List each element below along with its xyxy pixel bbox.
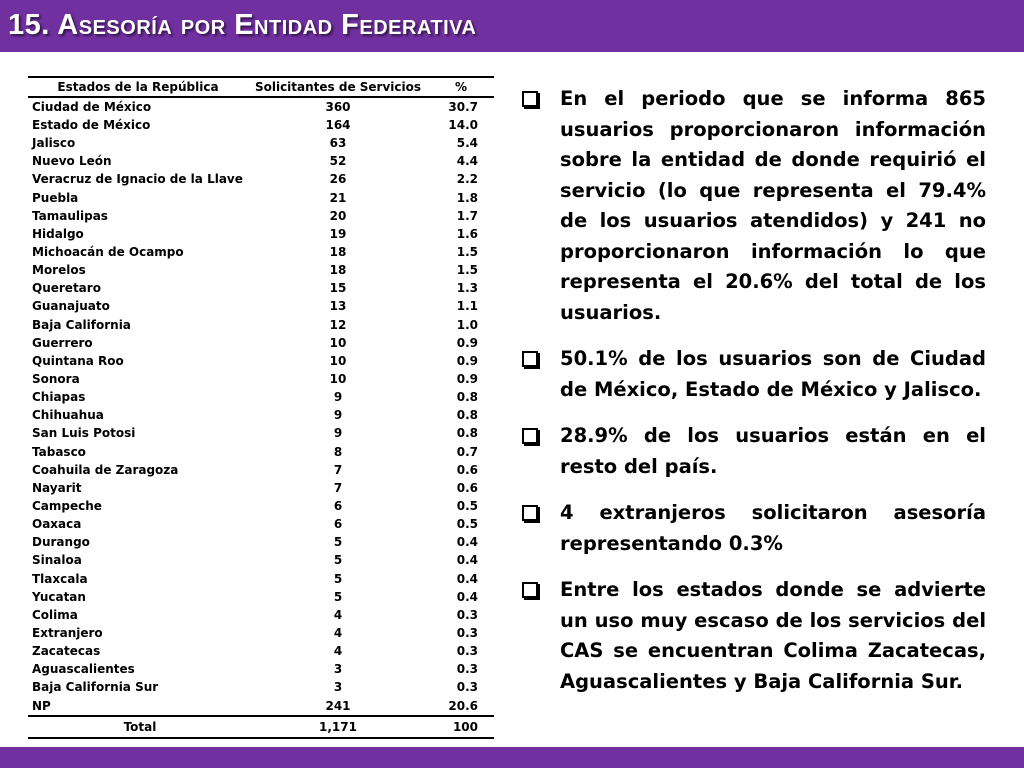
requests-cell: 9 [333, 426, 343, 441]
state-cell: Morelos [32, 263, 86, 278]
state-cell: Zacatecas [32, 644, 101, 659]
state-cell: Yucatan [32, 589, 86, 604]
table-row [28, 279, 494, 297]
requests-cell: 26 [329, 172, 347, 187]
checkbox-bullet-icon [522, 582, 538, 598]
requests-cell: 6 [333, 499, 343, 514]
state-cell: Aguascalientes [32, 662, 135, 677]
requests-cell: 10 [329, 335, 347, 350]
percent-cell: 1.7 [456, 208, 478, 223]
state-cell: Quintana Roo [32, 353, 124, 368]
percent-cell: 1.1 [456, 299, 478, 314]
table-row [28, 533, 494, 551]
table-row [28, 334, 494, 352]
requests-cell: 7 [333, 462, 343, 477]
table-row [28, 497, 494, 515]
table-row [28, 551, 494, 569]
total-label: Total [28, 716, 248, 738]
requests-cell: 3 [333, 662, 343, 677]
state-cell: Baja California Sur [32, 680, 159, 695]
state-cell: Extranjero [32, 626, 103, 640]
bullet-text: En el periodo que se informa 865 usuarios proporcionaron información sobre la entidad de donde requirió el servicio (lo que representa el 79.4% de los usuarios atendidos) y 241 no proporcionaron información lo que representa el 20.6% del total de los usuarios. [560, 87, 986, 324]
table-row [28, 261, 494, 279]
bullet-text: 50.1% de los usuarios son de Ciudad de México, Estado de México y Jalisco. [560, 347, 986, 401]
total-requests: 1,171 [248, 716, 428, 738]
state-cell: Durango [32, 535, 90, 550]
percent-cell: 0.9 [456, 372, 478, 387]
table-row [28, 352, 494, 370]
checkbox-bullet-icon [522, 351, 538, 367]
checkbox-bullet-icon [522, 428, 538, 444]
percent-cell: 1.8 [456, 190, 478, 205]
percent-cell: 0.6 [456, 462, 478, 477]
state-cell: Jalisco [32, 136, 76, 151]
table-row [28, 170, 494, 188]
requests-cell: 20 [329, 208, 347, 223]
requests-cell: 6 [333, 517, 343, 532]
table-row [28, 515, 494, 533]
table-row [28, 606, 494, 624]
table-row [28, 443, 494, 461]
table-row [28, 570, 494, 588]
percent-cell: 20.6 [428, 697, 494, 716]
footer-bar [0, 747, 1024, 768]
percent-cell: 0.5 [456, 517, 478, 532]
states-table-container [28, 76, 494, 739]
table-row [28, 370, 494, 388]
state-cell: Oaxaca [32, 517, 82, 532]
percent-cell: 0.3 [456, 607, 478, 622]
table-row [28, 406, 494, 424]
state-cell: Nuevo León [32, 154, 112, 169]
percent-cell: 1.0 [456, 317, 478, 332]
state-cell: Tabasco [32, 444, 86, 459]
table-row [28, 152, 494, 170]
table-row [28, 207, 494, 225]
table-row [28, 134, 494, 152]
percent-cell: 0.3 [456, 662, 478, 677]
percent-cell: 0.4 [456, 571, 478, 586]
table-row [28, 297, 494, 315]
percent-cell: 0.9 [456, 335, 478, 350]
requests-cell: 63 [329, 136, 347, 151]
state-cell: Tlaxcala [32, 571, 88, 586]
requests-cell: 9 [333, 390, 343, 405]
table-row [28, 461, 494, 479]
bullet-item [520, 575, 986, 697]
table-row [28, 697, 494, 716]
bullet-item [520, 498, 986, 559]
state-cell: Guerrero [32, 335, 93, 350]
table-row [28, 116, 494, 134]
bullet-text: 4 extranjeros solicitaron asesoría representando 0.3% [560, 501, 986, 555]
state-cell: Baja California [32, 317, 131, 332]
requests-cell: 5 [333, 553, 343, 568]
table-row [28, 225, 494, 243]
table-row [28, 243, 494, 261]
requests-cell: 164 [325, 118, 351, 133]
requests-cell: 7 [333, 480, 343, 495]
state-cell: Estado de México [32, 118, 151, 133]
percent-cell: 1.5 [456, 263, 478, 278]
state-cell: Colima [32, 607, 78, 622]
percent-cell: 0.9 [456, 353, 478, 368]
column-header-requests: Solicitantes de Servicios [248, 77, 428, 97]
percent-cell: 0.4 [456, 589, 478, 604]
table-row [28, 642, 494, 660]
state-cell: Campeche [32, 499, 102, 514]
state-cell: Coahuila de Zaragoza [32, 462, 179, 477]
requests-cell: 3 [333, 680, 343, 695]
percent-cell: 5.4 [456, 136, 478, 151]
state-cell: Hidalgo [32, 226, 84, 241]
requests-cell: 4 [333, 626, 343, 640]
state-cell: NP [28, 697, 248, 716]
states-table [28, 76, 494, 739]
state-cell: Tamaulipas [32, 208, 108, 223]
state-cell: Chiapas [32, 390, 86, 405]
table-header-row [28, 77, 494, 97]
requests-cell: 15 [329, 281, 347, 296]
percent-cell: 0.3 [456, 626, 478, 640]
table-row [28, 660, 494, 678]
table-row [28, 189, 494, 207]
percent-cell: 1.3 [456, 281, 478, 296]
title-bar [0, 0, 1024, 52]
total-percent: 100 [428, 716, 494, 738]
state-cell: Sonora [32, 372, 80, 387]
percent-cell: 0.8 [456, 426, 478, 441]
state-cell: Michoacán de Ocampo [32, 245, 184, 260]
state-cell: Queretaro [32, 281, 101, 296]
table-row [28, 588, 494, 606]
requests-cell: 19 [329, 226, 347, 241]
state-cell: Ciudad de México [32, 100, 152, 114]
percent-cell: 0.3 [456, 680, 478, 695]
requests-cell: 4 [333, 607, 343, 622]
requests-cell: 10 [329, 353, 347, 368]
percent-cell: 0.7 [456, 444, 478, 459]
column-header-percent: % [428, 77, 494, 97]
table-row [28, 388, 494, 406]
table-row [28, 624, 494, 642]
table-row [28, 479, 494, 497]
percent-cell: 0.3 [456, 644, 478, 659]
bullet-item [520, 421, 986, 482]
requests-cell: 18 [329, 263, 347, 278]
percent-cell: 0.4 [456, 535, 478, 550]
state-cell: Veracruz de Ignacio de la Llave [32, 172, 243, 187]
requests-cell: 4 [333, 644, 343, 659]
percent-cell: 1.6 [456, 226, 478, 241]
percent-cell: 4.4 [456, 154, 478, 169]
percent-cell: 0.4 [456, 553, 478, 568]
bullet-list [520, 84, 986, 697]
state-cell: Chihuahua [32, 408, 104, 423]
bullet-text: 28.9% de los usuarios están en el resto del país. [560, 424, 986, 478]
table-body [28, 97, 494, 716]
percent-cell: 0.5 [456, 499, 478, 514]
state-cell: Sinaloa [32, 553, 82, 568]
requests-cell: 5 [333, 589, 343, 604]
requests-cell: 10 [329, 372, 347, 387]
state-cell: San Luis Potosi [32, 426, 136, 441]
table-total-row [28, 716, 494, 738]
table-row [28, 97, 494, 116]
requests-cell: 8 [333, 444, 343, 459]
requests-cell: 13 [329, 299, 347, 314]
requests-cell: 5 [333, 535, 343, 550]
requests-cell: 52 [329, 154, 347, 169]
page-title: 15. Asesoría por Entidad Federativa [8, 9, 477, 41]
bullet-item [520, 84, 986, 328]
checkbox-bullet-icon [522, 505, 538, 521]
percent-cell: 0.8 [456, 390, 478, 405]
requests-cell: 241 [248, 697, 428, 716]
bullet-item [520, 344, 986, 405]
percent-cell: 0.6 [456, 480, 478, 495]
percent-cell: 30.7 [448, 100, 478, 114]
requests-cell: 21 [329, 190, 347, 205]
checkbox-bullet-icon [522, 91, 538, 107]
state-cell: Nayarit [32, 480, 82, 495]
bullet-text: Entre los estados donde se advierte un uso muy escaso de los servicios del CAS se encuentran Colima Zacatecas, Aguascalientes y Baja California Sur. [560, 578, 986, 693]
state-cell: Puebla [32, 190, 79, 205]
percent-cell: 2.2 [456, 172, 478, 187]
state-cell: Guanajuato [32, 299, 110, 314]
requests-cell: 18 [329, 245, 347, 260]
table-row [28, 316, 494, 334]
table-row [28, 678, 494, 696]
percent-cell: 1.5 [456, 245, 478, 260]
table-row [28, 424, 494, 442]
percent-cell: 0.8 [456, 408, 478, 423]
requests-cell: 5 [333, 571, 343, 586]
requests-cell: 360 [325, 100, 351, 114]
column-header-state: Estados de la República [28, 77, 248, 97]
percent-cell: 14.0 [448, 118, 478, 133]
requests-cell: 9 [333, 408, 343, 423]
requests-cell: 12 [329, 317, 347, 332]
